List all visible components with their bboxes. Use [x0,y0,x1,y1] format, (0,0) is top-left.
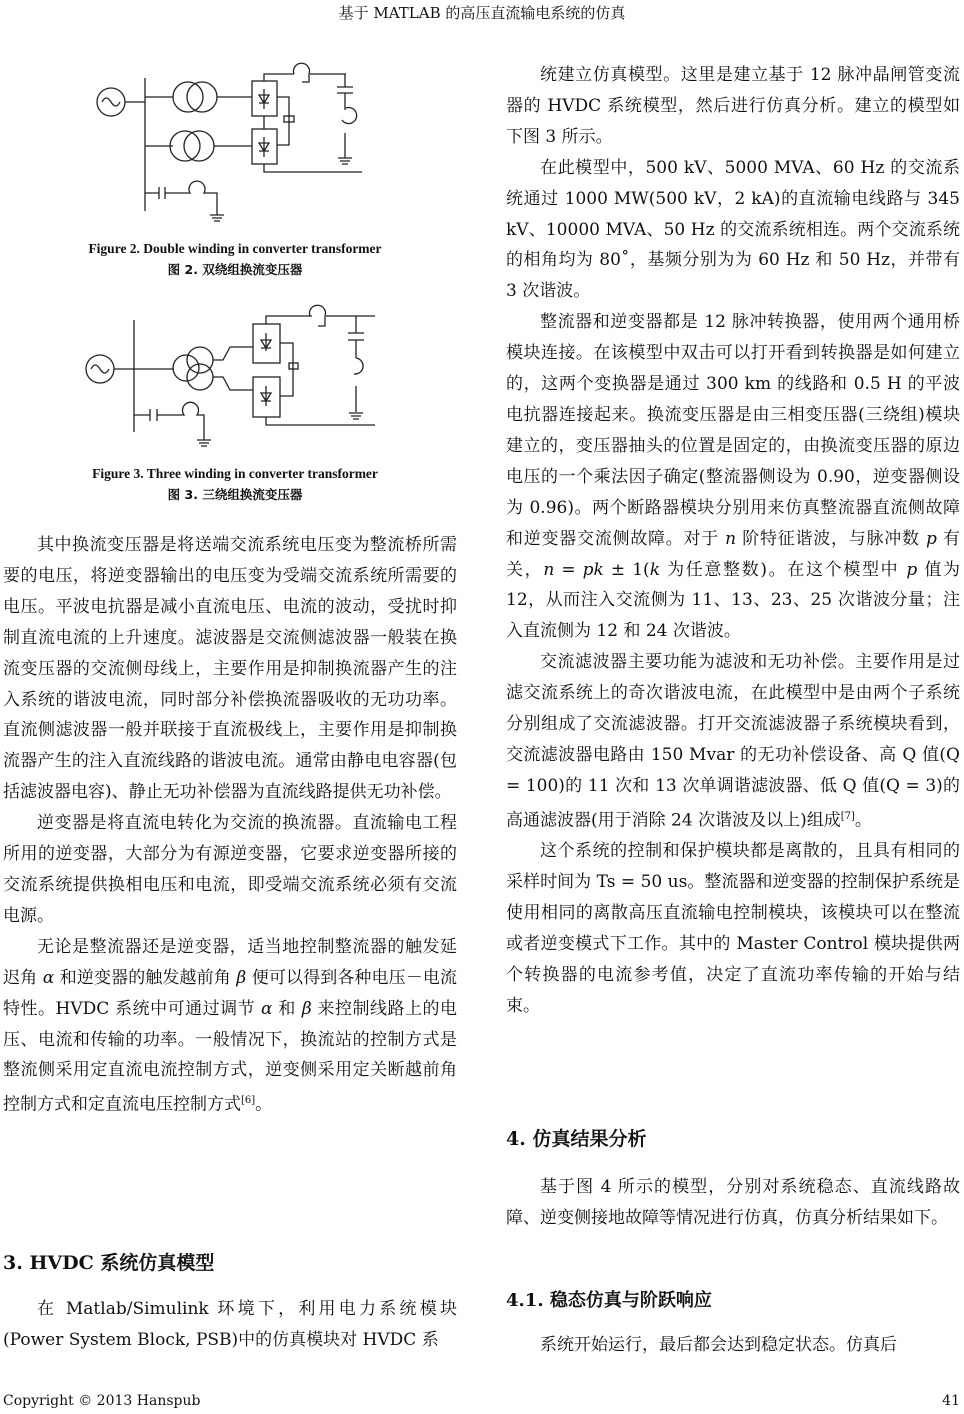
footer-copyright: Copyright © 2013 Hanspub [3,1393,201,1409]
text-run: 为任意整数)。在这个模型中 [660,559,907,580]
figure-2-caption [0,238,470,280]
paragraph [3,808,457,932]
text-run: = [554,559,583,580]
text-run: 其中换流变压器是将送端交流系统电压变为整流桥所需要的电压，将逆变器输出的电压变为受端交流系统所需要的电压。平波电抗器是减小直流电压、电流的波动，受扰时抑制直流电流的上升速度。滤波器是交流侧滤波器一般装在换流变压器的交流侧母线上，主要作用是抑制换流器产生的注入系统的谐波电流，同时部分补偿换流器吸收的无功功率。直流侧滤波器一般并联接于直流极线上，主要作用是抑制换流器产生的注入直流线路的谐波电流。通常由静电电容器(包括滤波器电容)、静止无功补偿器为直流线路提供无功补偿。 [3,535,457,803]
text-run: α [261,998,273,1019]
paragraph: 在 Matlab/Simulink 环境下，利用电力系统模块(Power System Block, PSB)中的仿真模块对 HVDC 系 [3,1299,457,1350]
section-4-body [506,1172,960,1234]
text-run: 。 [255,1094,273,1115]
text-run: 无论是整流器还是逆变器，适当地控制整流器的触发延迟角 [3,936,457,988]
text-run: n [725,528,737,549]
paragraph [506,836,960,1021]
figure-2-caption-zh: 图 2. 双绕组换流变压器 [167,262,303,277]
text-run: 和 [272,998,302,1019]
paragraph [506,307,960,647]
paragraph [3,530,457,808]
text-run: 整流器和逆变器都是 12 脉冲转换器，使用两个通用桥模块连接。在该模型中双击可以打开看到转换器是如何建立的，这两个变换器是通过 300 km 的线路和 0.5 H 的平波电抗器连接起来。换流变压器是由三相变压器(三绕组)模块建立的，变压器抽头的位置是固定的，由换流变压器的原边电压的一个乘法因子确定(整流器侧设为 0.90，逆变器侧设为 0.96)。两个断路器模块分别用来仿真整流器直流侧故障和逆变器交流侧故障。对于 [506,312,960,549]
text-run: 在此模型中，500 kV、5000 MVA、60 Hz 的交流系统通过 1000 MW(500 kV，2 kA)的直流输电线路与 345 kV、10000 MVA、50 Hz 的交流系统相连。两个交流系统的相角均为 80˚，基频分别为为 60 Hz 和 50 Hz，并带有 3 次谐波。 [506,157,960,302]
text-run: 阶特征谐波，与脉冲数 [736,528,926,549]
text-run: 有关， [506,528,960,580]
paragraph [506,60,960,153]
paragraph [506,153,960,308]
figure-3-circuit-diagram [80,300,400,450]
paragraph: 基于图 4 所示的模型，分别对系统稳态、直流线路故障、逆变侧接地故障等情况进行仿真，仿真分析结果如下。 [506,1177,960,1228]
text-run: n [543,559,555,580]
text-run: ± 1( [603,559,650,580]
text-run: 便可以得到各种电压－电流特性。HVDC 系统中可通过调节 [3,967,457,1019]
figure-2-caption-en: Figure 2. Double winding in converter transformer [88,241,382,256]
right-column-body [506,60,960,1022]
figure-3-caption-en: Figure 3. Three winding in converter transformer [92,466,378,481]
text-run: 和逆变器的触发越前角 [54,967,237,988]
figure-3-caption [0,463,470,505]
text-run: k [649,559,660,580]
citation: [6] [241,1095,256,1107]
text-run: pk [582,559,604,580]
citation: [7] [840,810,855,822]
running-header: 基于 MATLAB 的高压直流输电系统的仿真 [338,4,626,22]
section-3-heading: 3. HVDC 系统仿真模型 [3,1252,215,1274]
text-run: p [906,559,918,580]
figure-3-caption-zh: 图 3. 三绕组换流变压器 [167,487,303,502]
paragraph: 系统开始运行，最后都会达到稳定状态。仿真后 [540,1335,897,1355]
figure-2-circuit-diagram [80,50,400,230]
paragraph [506,647,960,836]
paragraph [3,932,457,1121]
section-4-1-heading: 4.1. 稳态仿真与阶跃响应 [506,1290,712,1311]
section-3-body [3,1294,457,1356]
text-run: 统建立仿真模型。这里是建立基于 12 脉冲晶闸管变流器的 HVDC 系统模型，然后进行仿真分析。建立的模型如下图 3 所示。 [506,65,960,147]
text-run: 交流滤波器主要功能为滤波和无功补偿。主要作用是过滤交流系统上的奇次谐波电流，在此模型中是由两个子系统分别组成了交流滤波器。打开交流滤波器子系统模块看到，交流滤波器电路由 150 Mvar 的无功补偿设备、高 Q 值(Q = 100)的 11 次和 13 次单调谐滤波器、低 Q 值(Q = 3)的高通滤波器(用于消除 24 次谐波及以上)组成 [506,652,960,831]
section-4-1-body [506,1330,960,1361]
footer-page-number: 41 [942,1393,960,1409]
text-run: 来控制线路上的电压、电流和传输的功率。一般情况下，换流站的控制方式是整流侧采用定直流电流控制方式，逆变侧采用定关断越前角控制方式和定直流电压控制方式 [3,998,458,1115]
text-run: 值为 12，从而注入交流侧为 11、13、23、25 次谐波分量；注入直流侧为 12 和 24 次谐波。 [506,559,960,642]
text-run: β [236,967,247,988]
text-run: p [925,528,937,549]
left-column-body [3,530,457,1121]
text-run: 。 [854,810,872,831]
text-run: 这个系统的控制和保护模块都是离散的，且具有相同的采样时间为 Ts = 50 us。整流器和逆变器的控制保护系统是使用相同的离散高压直流输电控制模块，该模块可以在整流或者逆变模式下工作。其中的 Master Control 模块提供两个转换器的电流参考值，决定了直流功率传输的开始与结束。 [506,841,960,1016]
text-run: 逆变器是将直流电转化为交流的换流器。直流输电工程所用的逆变器，大部分为有源逆变器，它要求逆变器所接的交流系统提供换相电压和电流，即受端交流系统必须有交流电源。 [3,813,457,926]
section-4-heading: 4. 仿真结果分析 [506,1128,647,1150]
text-run: α [42,967,55,988]
text-run: β [301,998,312,1019]
